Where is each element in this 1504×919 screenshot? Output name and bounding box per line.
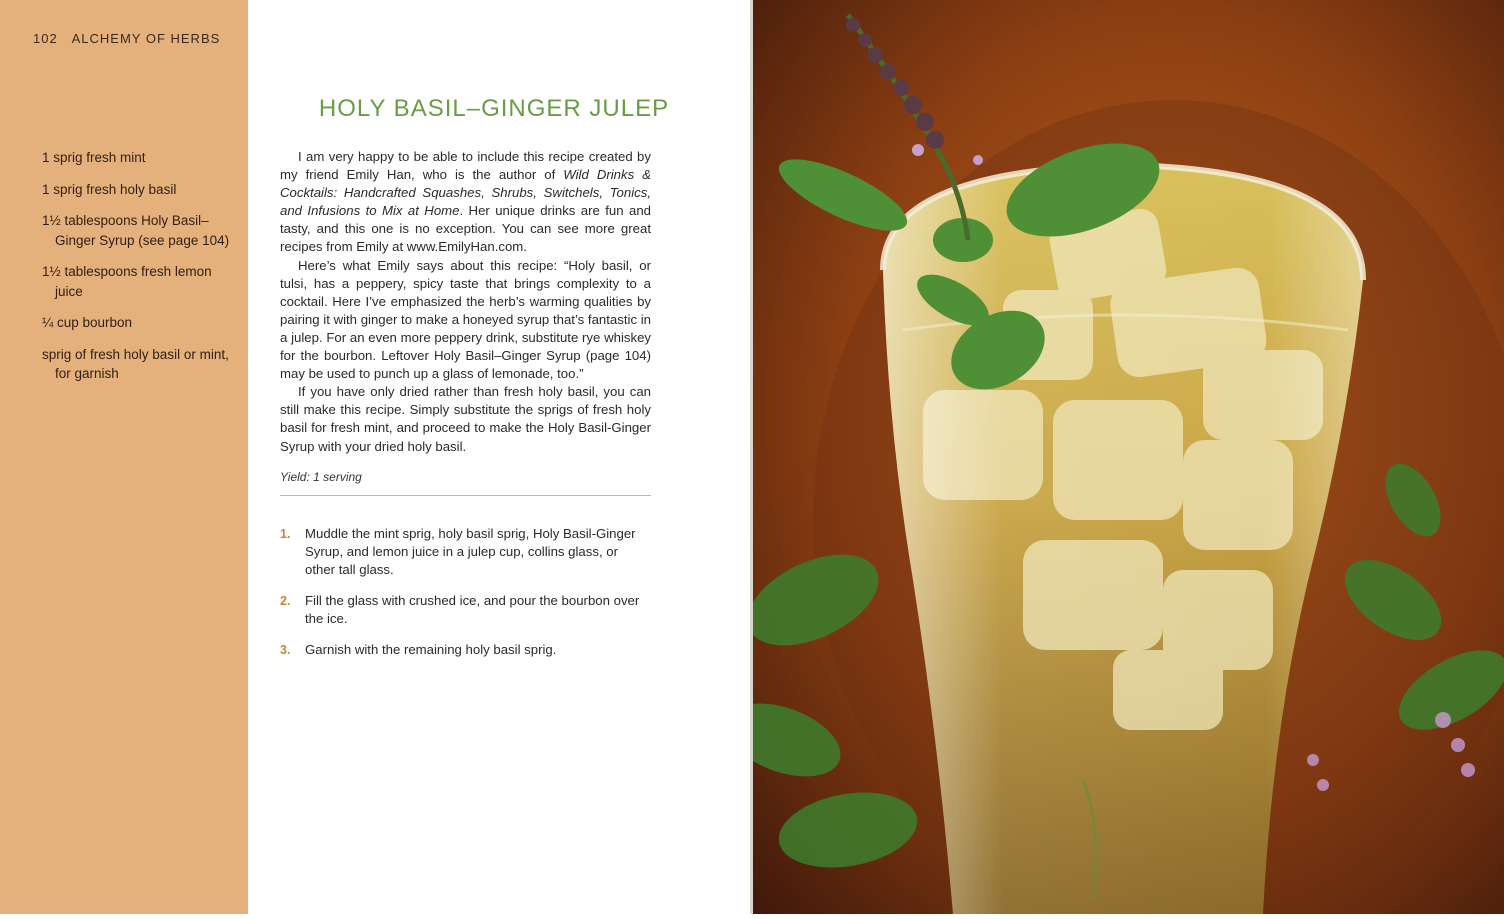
julep-photo bbox=[753, 0, 1504, 914]
ingredient-item: ¼ cup bourbon bbox=[42, 315, 133, 330]
book-title: ALCHEMY OF HERBS bbox=[71, 31, 221, 46]
intro-text: . Her unique drinks are fun and tasty, and this one is no exception. You can see more great recipes from Emily at www.EmilyHan.com. bbox=[280, 203, 651, 255]
ingredient-item: 1 sprig fresh holy basil bbox=[42, 181, 177, 197]
recipe-steps bbox=[280, 525, 651, 672]
step-item bbox=[280, 592, 651, 628]
ingredient-sidebar bbox=[0, 0, 248, 914]
recipe-title: HOLY BASIL–GINGER JULEP bbox=[318, 95, 670, 122]
ingredient-list bbox=[42, 148, 232, 396]
intro-paragraph-3: If you have only dried rather than fresh holy basil, you can still make this recipe. Simply substitute the sprigs of fresh holy basil for fresh mint, and proceed to make the Holy Basil-Ginger Syrup with your dried holy basil. bbox=[280, 384, 651, 454]
step-text: Muddle the mint sprig, holy basil sprig, Holy Basil-Ginger Syrup, and lemon juice in a julep cup, collins glass, or other tall glass. bbox=[305, 526, 636, 577]
book-reference: Wild Drinks & Cocktails: Handcrafted Squashes, Shrubs, Switchels, Tonics, and Infusions to Mix at Home bbox=[280, 167, 652, 219]
divider bbox=[280, 495, 651, 496]
ingredient-item: 1½ tablespoons fresh lemon juice bbox=[42, 264, 212, 299]
recipe-yield: Yield: 1 serving bbox=[280, 470, 362, 484]
ingredient-item: sprig of fresh holy basil or mint, for garnish bbox=[42, 346, 229, 381]
page-number: 102 bbox=[33, 31, 58, 46]
running-header bbox=[33, 31, 220, 46]
ingredient-item: 1½ tablespoons Holy Basil–Ginger Syrup (see page 104) bbox=[42, 213, 230, 248]
step-item bbox=[280, 525, 651, 579]
recipe-page bbox=[248, 0, 751, 914]
intro-paragraph-2: Here’s what Emily says about this recipe: “Holy basil, or tulsi, has a peppery, spicy taste that brings complexity to a cocktail. Here I’ve emphasized the herb’s warming qualities by pairing it with ginger to make a honeyed syrup that’s fantastic in a julep. For an even more peppery drink, substitute rye whiskey for the bourbon. Leftover Holy Basil–Ginger Syrup (page 104) may be used to punch up a glass of lemonade, too.” bbox=[280, 257, 651, 382]
step-text: Fill the glass with crushed ice, and pour the bourbon over the ice. bbox=[305, 593, 640, 626]
step-number: 2. bbox=[280, 594, 291, 608]
step-number: 3. bbox=[280, 643, 291, 657]
step-item bbox=[280, 641, 651, 659]
intro-paragraph-1 bbox=[280, 148, 651, 257]
recipe-intro bbox=[280, 148, 651, 456]
ingredient-item: 1 sprig fresh mint bbox=[42, 150, 146, 165]
intro-text: I am very happy to be able to include this recipe created by my friend Emily Han, who is the author of bbox=[280, 149, 651, 183]
step-number: 1. bbox=[280, 527, 291, 541]
step-text: Garnish with the remaining holy basil sprig. bbox=[305, 642, 557, 657]
